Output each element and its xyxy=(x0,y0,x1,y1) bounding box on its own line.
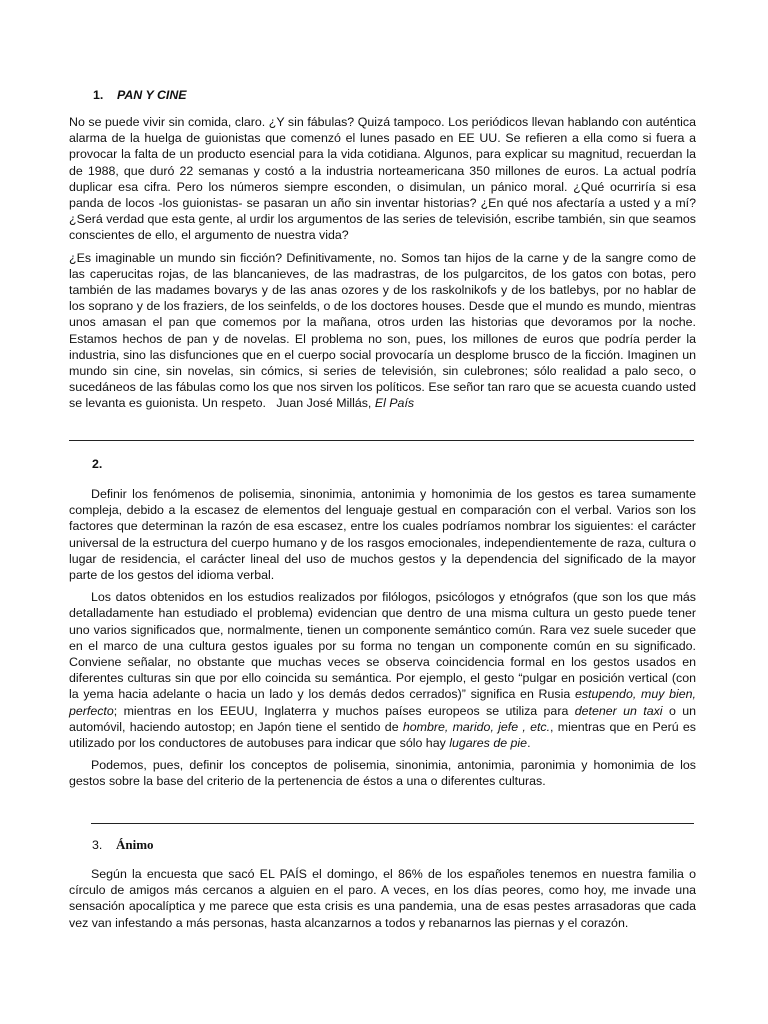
section-2-number: 2. xyxy=(92,457,103,471)
article-author: Juan José Millás, xyxy=(276,396,372,411)
section-1-paragraph-1: No se puede vivir sin comida, claro. ¿Y sin fábulas? Quizá tampoco. Los periódicos llevan hablando con auténtica alarma de la huelga de guionistas que comenzó el lunes pasado en EE UU. Se refieren a ella como si fuera a provocar la falta de un producto esencial para la vida cotidiana. Algunos, para explicar su magnitud, recuerdan la de 1988, que duró 22 semanas y costó a la industria norteamericana 350 millones de euros. La actual podría duplicar esa cifra. Pero los números siempre esconden, o disimulan, un pánico moral. ¿Qué ocurriría si esa panda de locos -los guionistas- se pasaran un año sin inventar historias? ¿En qué nos afectaría a usted y a mí? ¿Será verdad que esta gente, al urdir los argumentos de las series de televisión, escribe también, sin que seamos conscientes de ello, el argumento de nuestra vida? xyxy=(69,115,696,243)
paragraph-2-italic-c: hombre, marido, jefe , etc. xyxy=(402,719,551,734)
paragraph-2-italic-d: lugares de pie xyxy=(449,736,528,751)
section-1-number: 1. xyxy=(93,88,104,102)
section-1-title: PAN Y CINE xyxy=(117,88,187,102)
section-2-heading xyxy=(92,456,116,472)
paragraph-2-italic-b: detener un taxi xyxy=(574,703,663,718)
paragraph-2-text-e: . xyxy=(527,736,531,751)
section-1-paragraph-2 xyxy=(69,250,696,412)
paragraph-2-text-c: o un automóvil, haciendo autostop; en Japón tiene el sentido de xyxy=(69,703,696,734)
section-1-body xyxy=(69,114,696,412)
article-source: El País xyxy=(374,396,415,411)
paragraph-2-text-b: ; mientras en los EEUU, Inglaterra y muchos países europeos se utiliza para xyxy=(113,703,569,718)
section-divider-2 xyxy=(91,823,694,824)
section-2-body xyxy=(69,486,696,790)
section-3-heading xyxy=(92,837,154,853)
section-divider-1 xyxy=(69,440,694,441)
paragraph-2-italic-a: estupendo, muy bien, perfecto xyxy=(69,687,696,718)
section-2-paragraph-3: Podemos, pues, definir los conceptos de polisemia, sinonimia, antonimia, paronimia y homonimia de los gestos sobre la base del criterio de la pertenencia de éstos a una o diferentes culturas. xyxy=(69,758,696,789)
paragraph-2-text-d: , mientras que en Perú es utilizado por los conductores de autobuses para indicar que sólo hay xyxy=(69,719,696,751)
section-3-paragraph-1: Según la encuesta que sacó EL PAÍS el domingo, el 86% de los españoles tenemos en nuestra familia o círculo de amigos más cercanos a alguien en el paro. A veces, en los días peores, como hoy, me invade una sensación apocalíptica y me parece que esta crisis es una pandemia, una de esas pestes arrasadoras que cada vez van infestando a más personas, hasta alcanzarnos a todos y rebanarnos las piernas y el corazón. xyxy=(69,867,696,930)
paragraph-2-text-a: Los datos obtenidos en los estudios realizados por filólogos, psicólogos y etnógrafos (que son los que más detalladamente han estudiado el problema) evidencian que dentro de una misma cultura un gesto puede tener uno varios significados que, normalmente, tienen un componente semántico común. Rara vez suele suceder que en el marco de una cultura gestos iguales por su forma no tengan un componente común en su significado. Conviene señalar, no obstante que muchas veces se observa coincidencia formal en los gestos usados en diferentes culturas sin que por ello coincida su semántica. Por ejemplo, el gesto “pulgar en posición vertical (con la yema hacia adelante o hacia un lado y los demás dedos cerrados)” significa en Rusia xyxy=(69,590,696,702)
section-2-paragraph-1: Definir los fenómenos de polisemia, sinonimia, antonimia y homonimia de los gestos es tarea sumamente compleja, debido a la escasez de elementos del lenguaje gestual en comparación con el verbal. Varios son los factores que determinan la razón de esa escasez, entre los cuales podríamos nombrar los siguientes: el carácter universal de la estructura del cuerpo humano y de los rasgos emocionales, independientemente de raza, cultura o lugar de residencia, el carácter lineal del uso de muchos gestos y la dependencia del significado de la mayor parte de los gestos del idioma verbal. xyxy=(69,487,696,583)
section-1-heading xyxy=(93,87,187,103)
section-2-paragraph-2 xyxy=(69,589,696,751)
section-3-title: Ánimo xyxy=(116,837,154,852)
section-3-body xyxy=(69,866,696,931)
section-1-paragraph-2-text: ¿Es imaginable un mundo sin ficción? Definitivamente, no. Somos tan hijos de la carne y de la sangre como de las caperucitas rojas, de las blancanieves, de las madrastras, de los pulgarcitos, de los gatos con botas, pero también de las madames bovarys y de las anas ozores y de los raskolnikofs y de los batlebys, por no hablar de los soprano y de los fraziers, de los seinfelds, o de los doctores houses. Desde que el mundo es mundo, mientras unos amasan el pan que comemos por la mañana, otros urden las historias que devoramos por la noche. Estamos hechos de pan y de novelas. El problema no son, pues, los millones de euros que podría perder la industria, sino las disfunciones que en el cuerpo social provocaría un desplome brusco de la ficción. Imaginen un mundo sin cine, sin novelas, sin cómics, si series de televisión, sin culebrones; sólo realidad a palo seco, o sucedáneos de las fábulas como los que nos sirven los políticos. Ese señor tan raro que se acuesta cuando usted se levanta es guionista. Un respeto. xyxy=(69,250,696,411)
section-3-number: 3. xyxy=(92,838,103,852)
